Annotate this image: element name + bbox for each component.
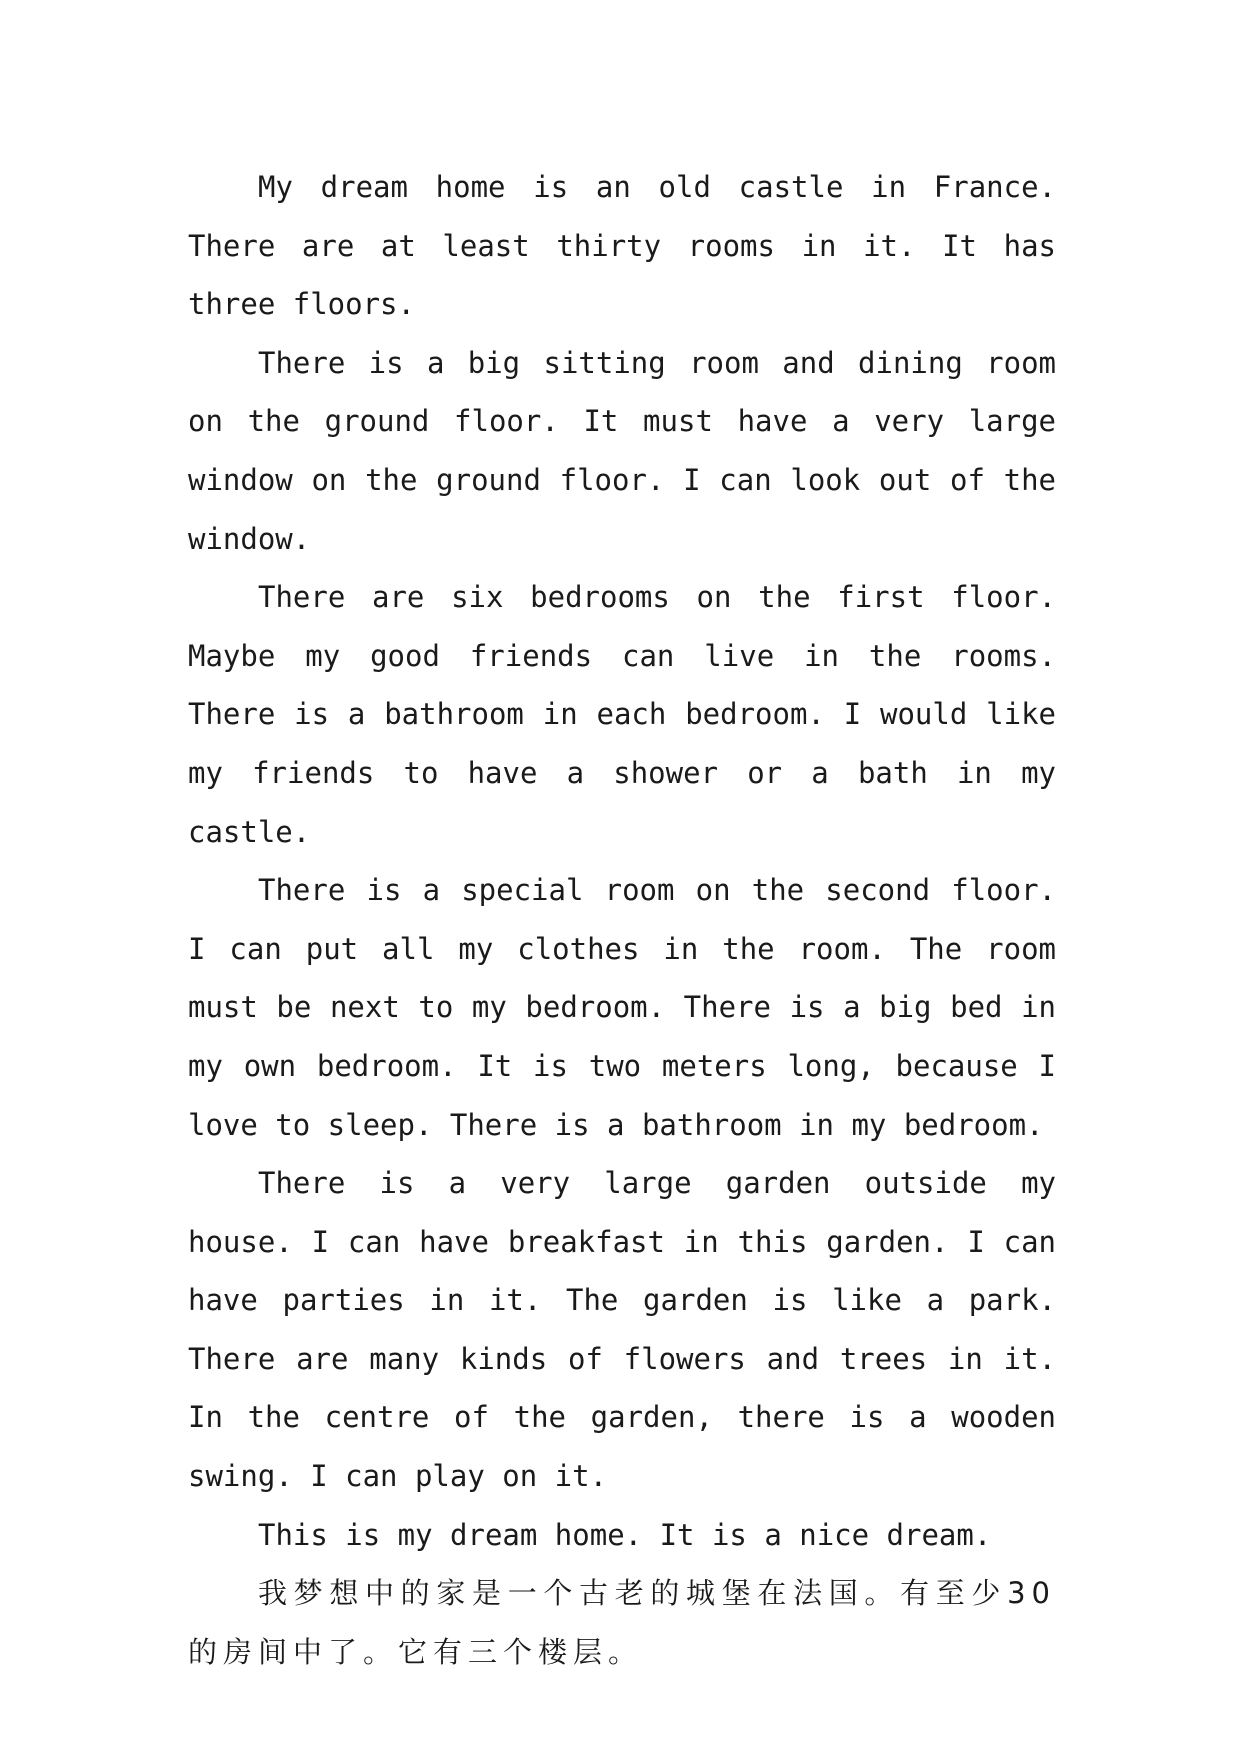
paragraph-second-floor: There is a special room on the second floor. I can put all my clothes in the room. The room must be next to my bedroom. There is a big bed in my own bedroom. It is two meters long, because I love to sleep. There is a bathroom in my bedroom.: [188, 873, 1056, 1142]
essay-body: [188, 158, 1056, 1681]
paragraph-castle-intro: My dream home is an old castle in France. There are at least thirty rooms in it. It has three floors.: [188, 170, 1056, 322]
paragraph-first-floor: There are six bedrooms on the first floor. Maybe my good friends can live in the rooms. There is a bathroom in each bedroom. I would like my friends to have a shower or a bath in my castle.: [188, 580, 1056, 849]
paragraph-garden: There is a very large garden outside my house. I can have breakfast in this garden. I can have parties in it. The garden is like a park. There are many kinds of flowers and trees in it. In the centre of the garden, there is a wooden swing. I can play on it.: [188, 1166, 1056, 1494]
paragraph-ground-floor: There is a big sitting room and dining room on the ground floor. It must have a very large window on the ground floor. I can look out of the window.: [188, 345, 1056, 556]
paragraph-chinese-translation: 我梦想中的家是一个古老的城堡在法国。有至少30的房间中了。它有三个楼层。: [188, 1576, 1056, 1669]
paragraph-conclusion: This is my dream home. It is a nice dream.: [258, 1517, 992, 1552]
